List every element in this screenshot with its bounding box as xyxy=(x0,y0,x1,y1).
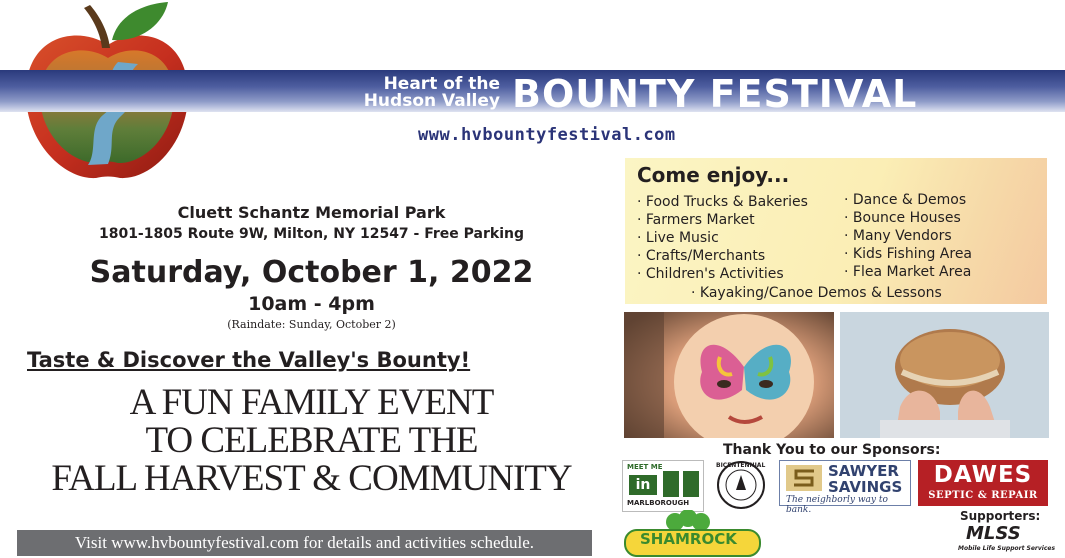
activity-item: · Flea Market Area xyxy=(844,264,972,280)
butterfly-face-paint-icon xyxy=(624,312,834,438)
sawyer-name-line2: SAVINGS xyxy=(828,478,903,496)
meetme-mid: in xyxy=(629,475,657,495)
tagline: Taste & Discover the Valley's Bounty! xyxy=(27,348,471,372)
dawes-name: DAWES xyxy=(933,462,1033,488)
activity-item: · Kids Fishing Area xyxy=(844,246,973,262)
dawes-septic-logo xyxy=(918,460,1048,506)
sawyer-savings-logo xyxy=(779,460,911,515)
venue-address: 1801-1805 Route 9W, Milton, NY 12547 - Free Parking xyxy=(98,226,525,242)
activity-item: · Children's Activities xyxy=(637,266,784,282)
activity-item: · Food Trucks & Bakeries xyxy=(637,194,808,210)
visit-text: Visit www.hvbountyfestival.com for details and activities schedule. xyxy=(74,533,535,552)
festival-url[interactable]: www.hvbountyfestival.com xyxy=(418,125,676,145)
sawyer-tagline: The neighborly way to bank. xyxy=(786,495,888,515)
visit-footer-bar xyxy=(17,530,592,556)
banner-subtitle-line1: Heart of the xyxy=(383,74,500,94)
banner-subtitle xyxy=(320,76,500,110)
activity-item: · Dance & Demos xyxy=(844,192,967,208)
mlss-subtitle: Mobile Life Support Services xyxy=(958,545,1056,552)
activity-item: · Live Music xyxy=(637,230,719,246)
supporters-heading: Supporters: xyxy=(960,509,1041,523)
shamrock-name: SHAMROCK xyxy=(640,530,737,548)
headline-line-1: A FUN FAMILY EVENT xyxy=(129,382,494,423)
sawyer-name xyxy=(828,463,902,495)
sawyer-name-line1: SAWYER xyxy=(828,462,899,480)
bicentennial-label: BICENTENNIAL xyxy=(716,462,766,469)
headline-line-2: TO CELEBRATE THE xyxy=(145,420,478,461)
activities-right-column xyxy=(844,191,972,281)
activity-item: · Many Vendors xyxy=(844,228,952,244)
activities-box xyxy=(625,158,1047,304)
activity-item: · Kayaking/Canoe Demos & Lessons xyxy=(691,285,942,301)
venue-name: Cluett Schantz Memorial Park xyxy=(177,203,446,222)
sandwich-photo xyxy=(840,312,1049,438)
activity-item: · Farmers Market xyxy=(637,212,755,228)
sandwich-icon xyxy=(840,312,1049,438)
event-date: Saturday, October 1, 2022 xyxy=(89,255,534,290)
meetme-bottom: MARLBOROUGH xyxy=(627,499,690,507)
banner-subtitle-line2: Hudson Valley xyxy=(363,91,500,111)
activities-title: Come enjoy... xyxy=(637,163,790,187)
face-painting-photo xyxy=(624,312,834,438)
farm-trail-icon xyxy=(663,471,679,497)
sawyer-s-icon xyxy=(786,465,822,491)
meetme-top: MEET ME xyxy=(627,463,663,471)
activities-left-column xyxy=(637,193,808,283)
meet-me-in-marlborough-logo xyxy=(622,460,704,512)
farm-trail-icon xyxy=(683,471,699,497)
dawes-subtitle: SEPTIC & REPAIR xyxy=(928,490,1038,501)
raindate: (Raindate: Sunday, October 2) xyxy=(227,318,396,331)
mlss-name: MLSS xyxy=(966,523,1021,544)
event-time: 10am - 4pm xyxy=(248,293,375,315)
sponsors-heading: Thank You to our Sponsors: xyxy=(723,442,941,458)
activity-item: · Bounce Houses xyxy=(844,210,961,226)
festival-title: BOUNTY FESTIVAL xyxy=(512,72,918,116)
mlss-logo xyxy=(958,523,1056,555)
activity-item: · Crafts/Merchants xyxy=(637,248,766,264)
headline-line-3: FALL HARVEST & COMMUNITY xyxy=(51,458,572,499)
